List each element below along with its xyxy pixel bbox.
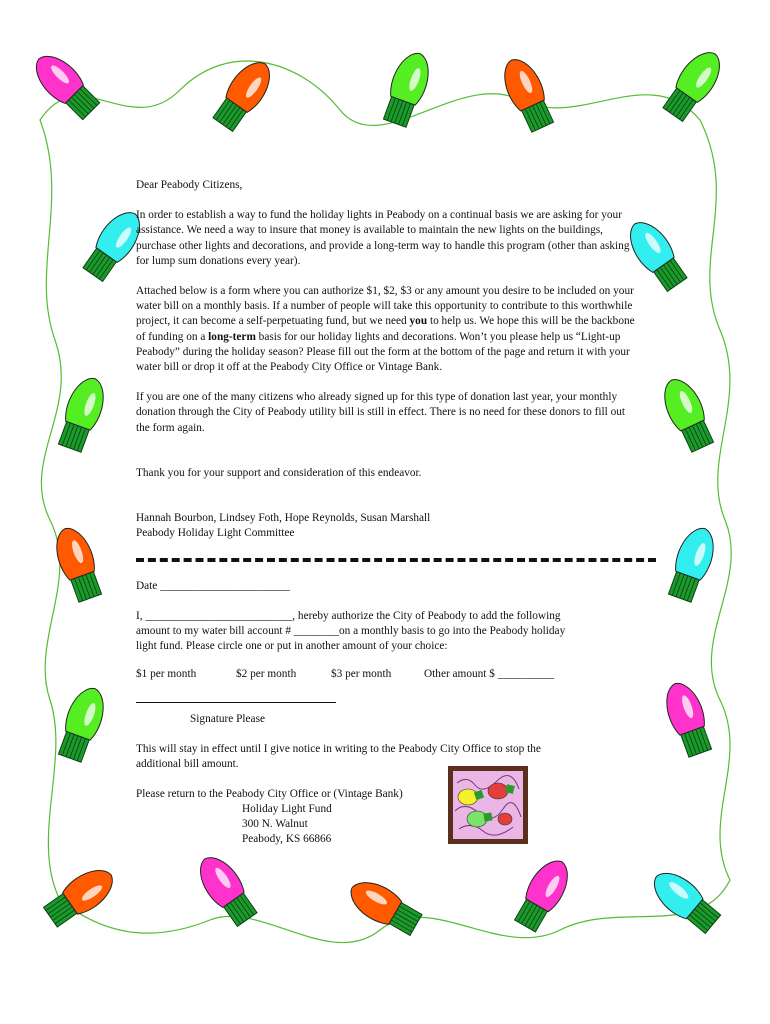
christmas-bulb-icon	[496, 53, 558, 134]
paragraph-funding: In order to establish a way to fund the holiday lights in Peabody on a continual basis we are asking for your assistance. We need a way to insure that money is available to maintain the new lights on the buildings, purchase other lights and decorations, and provide a long-term way to handle this program (other than asking for lump sum donations every year).	[136, 209, 630, 267]
return-instructions: Please return to the Peabody City Office or (Vintage Bank)	[136, 788, 403, 800]
clipart-bulbs-icon	[453, 771, 523, 839]
christmas-bulb-icon	[41, 861, 121, 931]
authorize-line-1[interactable]: I, __________________________, hereby authorize the City of Peabody to add the following	[136, 610, 561, 622]
signature-label: Signature Please	[190, 713, 265, 725]
amount-option-3[interactable]: $3 per month	[331, 668, 392, 680]
christmas-bulb-icon	[27, 47, 103, 123]
signature-line[interactable]	[136, 702, 336, 703]
signers: Hannah Bourbon, Lindsey Foth, Hope Reynolds, Susan Marshall	[136, 512, 431, 525]
christmas-bulb-icon	[343, 873, 424, 939]
christmas-bulb-icon	[379, 48, 436, 129]
christmas-bulb-icon	[54, 683, 111, 764]
committee-name: Peabody Holiday Light Committee	[136, 527, 295, 540]
christmas-bulb-icon	[54, 373, 111, 454]
holiday-lights-picture	[448, 766, 528, 844]
christmas-bulb-icon	[510, 853, 576, 934]
notice-line-1: This will stay in effect until I give notice in writing to the Peabody City Office to stop the	[136, 743, 541, 755]
amount-option-1[interactable]: $1 per month	[136, 668, 197, 680]
paragraph-authorization: Attached below is a form where you can authorize $1, $2, $3 or any amount you desire to be included on your water bill on a monthly basis. If a number of people will take this opportunity to contribute to this worthwhile project, it can become a self-perpetuating fund, but we need you to help us. We hope this will be the backbone of funding on a long-term basis for our holiday lights and decorations. Won’t you please help us “Light-up Peabody” during the holiday season? Please fill out the form at the bottom of the page and return it with your water bill or drop it off at the Peabody City Office or Vintage Bank.	[136, 285, 635, 374]
authorize-line-3: light fund. Please circle one or put in another amount of your choice:	[136, 640, 448, 652]
christmas-bulb-icon	[659, 678, 716, 759]
paragraph-existing-donors: If you are one of the many citizens who already signed up for this type of donation last year, your monthly donation through the City of Peabody utility bill is still in effect. There is no need for these donors to fill out the form again.	[136, 391, 626, 434]
address-line-2: 300 N. Walnut	[242, 818, 308, 830]
christmas-bulb-icon	[209, 54, 279, 134]
address-line-3: Peabody, KS 66866	[242, 833, 332, 845]
greeting: Dear Peabody Citizens,	[136, 179, 243, 191]
date-field-line[interactable]: Date _______________________	[136, 580, 291, 592]
amount-option-2[interactable]: $2 per month	[236, 668, 297, 680]
letter-body	[136, 178, 636, 541]
christmas-bulb-icon	[659, 44, 729, 124]
notice-line-2: additional bill amount.	[136, 758, 239, 770]
christmas-bulb-icon	[656, 373, 718, 454]
paragraph-thanks: Thank you for your support and consideration of this endeavor.	[136, 466, 422, 479]
christmas-bulb-icon	[664, 523, 721, 604]
authorize-line-2[interactable]: amount to my water bill account # ________on a monthly basis to go into the Peabody holiday	[136, 625, 566, 637]
cut-line-divider	[136, 558, 656, 562]
christmas-bulb-icon	[191, 849, 261, 929]
christmas-bulb-icon	[645, 864, 723, 937]
address-line-1: Holiday Light Fund	[242, 803, 332, 815]
amount-option-other[interactable]: Other amount $ __________	[424, 668, 555, 680]
